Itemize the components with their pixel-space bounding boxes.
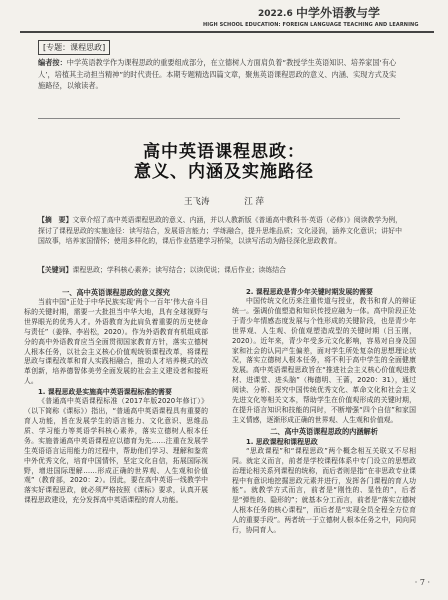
body-column-left	[24, 287, 208, 506]
section-heading-1: 一、高中英语课程思政的意义探究	[62, 288, 170, 297]
body-column-right	[232, 287, 416, 536]
keywords-label: 【关键词】	[38, 266, 73, 274]
header-rule	[20, 31, 434, 33]
author-1: 王飞涛	[184, 197, 210, 207]
author-2: 江 萍	[244, 197, 264, 207]
abstract	[38, 215, 402, 247]
body-paragraph: “思政课程”和“课程思政”两个概念相互关联又不尽相同。就定义而言，前者是学校课程体系中专门设立的思想政治理论相关系列课程的统称，而后者则是指“在非思政专业课程中有意识地挖掘思政元素并进行，发挥各门课程的育人功能”。就教学方式而言，前者是“刚性的、显性的”，后者是“弹性的、隐形的”；就基本分工而言，前者是“落实立德树人根本任务的核心课程”，而后者是“实现全员全程全方位育人的重要手段”。两者统一于立德树人根本任务之中，同向同行，协同育人。	[232, 446, 416, 535]
keywords-text: 课程思政；学科核心素养；读写结合；以读促说；课后作业；读练结合	[72, 266, 287, 274]
article-title-line1: 高中英语课程思政：	[143, 142, 305, 162]
editor-note-label: 编者按：	[38, 58, 67, 67]
subsection-heading-3: 1. 思政课程和课程思政	[246, 437, 318, 446]
body-paragraph: 中国传统文化历来注重传道与授业，教书和育人的辩证统一。强调价值塑造和知识传授应融为一体。高中阶段正处于青少年情感态度发展与个性形成的关键阶段，也是青少年世界观、人生观、价值观塑造成型的关键时期（吕玉刚，2020）。近年来，青少年受多元文化影响，容易对自身及国家和社会的认同产生偏差，面对学生所处复杂的思想理论状况，落实立德树人根本任务，将不利于高中学生的全面健康发展。高中英语课程思政旨在“推进社会主义核心价值观进教材、进课堂、进头脑”（梅德明、王蔷，2020：31），通过阅读、分析、探究中国传统优秀文化、革命文化和社会主义先进文化等相关文本，帮助学生在价值观形成的关键时期，在提升语言知识和技能的同时，不断增强“四个自信”和家国主义情感，逐渐形成正确的世界观、人生观和价值观。	[232, 297, 416, 424]
issue-number: 2022.6	[258, 9, 293, 19]
page-number: · 7 ·	[414, 578, 430, 587]
body-paragraph: 当前中国“正处于中华民族实现‘两个一百年’伟大奋斗目标的关键时期，需要一大批担当中华大地，具有全球视野与世界眼光的优秀人才。外语教育为此肩负着重要的历史使命与责任”（姜锋、李岩松，2020）。作为外语教育有机组成部分的高中外语教育应当全面贯彻国家教育方针，落实立德树人根本任务，以社会主义核心价值观统领课程改革，将课程思政与课程改革和育人实践相融合，推动人才培养模式的改革创新，培养德智体美劳全面发展的社会主义建设者和接班人。	[24, 298, 208, 386]
body-paragraph: 《普通高中英语课程标准（2017年版2020年修订）》（以下简称《课标》）指出，“普通高中英语课程具有重要的育人功能，旨在发展学生的语言能力、文化意识、思维品质、学习能力等英语学科核心素养，落实立德树人根本任务。实施普通高中英语课程应以德育为先……注重在发展学生英语语言运用能力的过程中，帮助他们学习、理解和鉴赏中外优秀文化，培育中国情怀，坚定文化自信，拓展国际视野，增进国际理解……形成正确的世界观、人生观和价值观”（教育部，2020：2）。因此，要在高中英语一线教学中落实好课程思政，就必须严格按照《课标》要求，认真开展课程思政建设，充分发挥高中英语课程的育人功能。	[24, 397, 208, 505]
editor-note	[38, 57, 400, 92]
article-title-line2: 意义、内涵及实施路径	[134, 162, 314, 182]
column-tag: [专题：课程思政]	[38, 40, 110, 55]
abstract-label: 【摘 要】	[38, 216, 73, 224]
journal-subtitle: HIGH SCHOOL EDUCATION: FOREIGN LANGUAGE TEACHING AND LEARNING	[203, 22, 419, 28]
journal-title: 中学外语教与学	[296, 6, 381, 20]
keywords	[38, 265, 402, 276]
abstract-text: 文章介绍了高中英语课程思政的意义、内涵，并以人教新版《普通高中教科书·英语（必修）》阅读教学为例，探讨了课程思政的实施途径：读写结合，发展语言能力；学练融合，提升思维品质；文化浸润，涵养文化意识；讲好中国故事，培养家国情怀；使用多样化的，课后作业搭建学习桥梁，以读写活动为路径深化思政教育。	[38, 216, 402, 246]
editor-note-rule	[38, 118, 400, 119]
section-heading-2: 二、高中英语课程思政的内涵解析	[270, 426, 378, 436]
authors	[0, 195, 448, 207]
subsection-heading-2: 2. 课程思政是青少年关键时期发展的需要	[246, 288, 373, 296]
editor-note-text: 中学英语教学作为课程思政的重要组成部分，在立德树人方面肩负着“教授学生英语知识、培养家国‘有心人’，培植其主动担当精神”的时代责任。本期专题精选四篇文章，聚焦英语课程思政的意义、内涵、实现方式及实施路径，以飨读者。	[38, 58, 397, 90]
subsection-heading-1: 1. 课程思政是实施高中英语课程标准的需要	[38, 388, 172, 397]
